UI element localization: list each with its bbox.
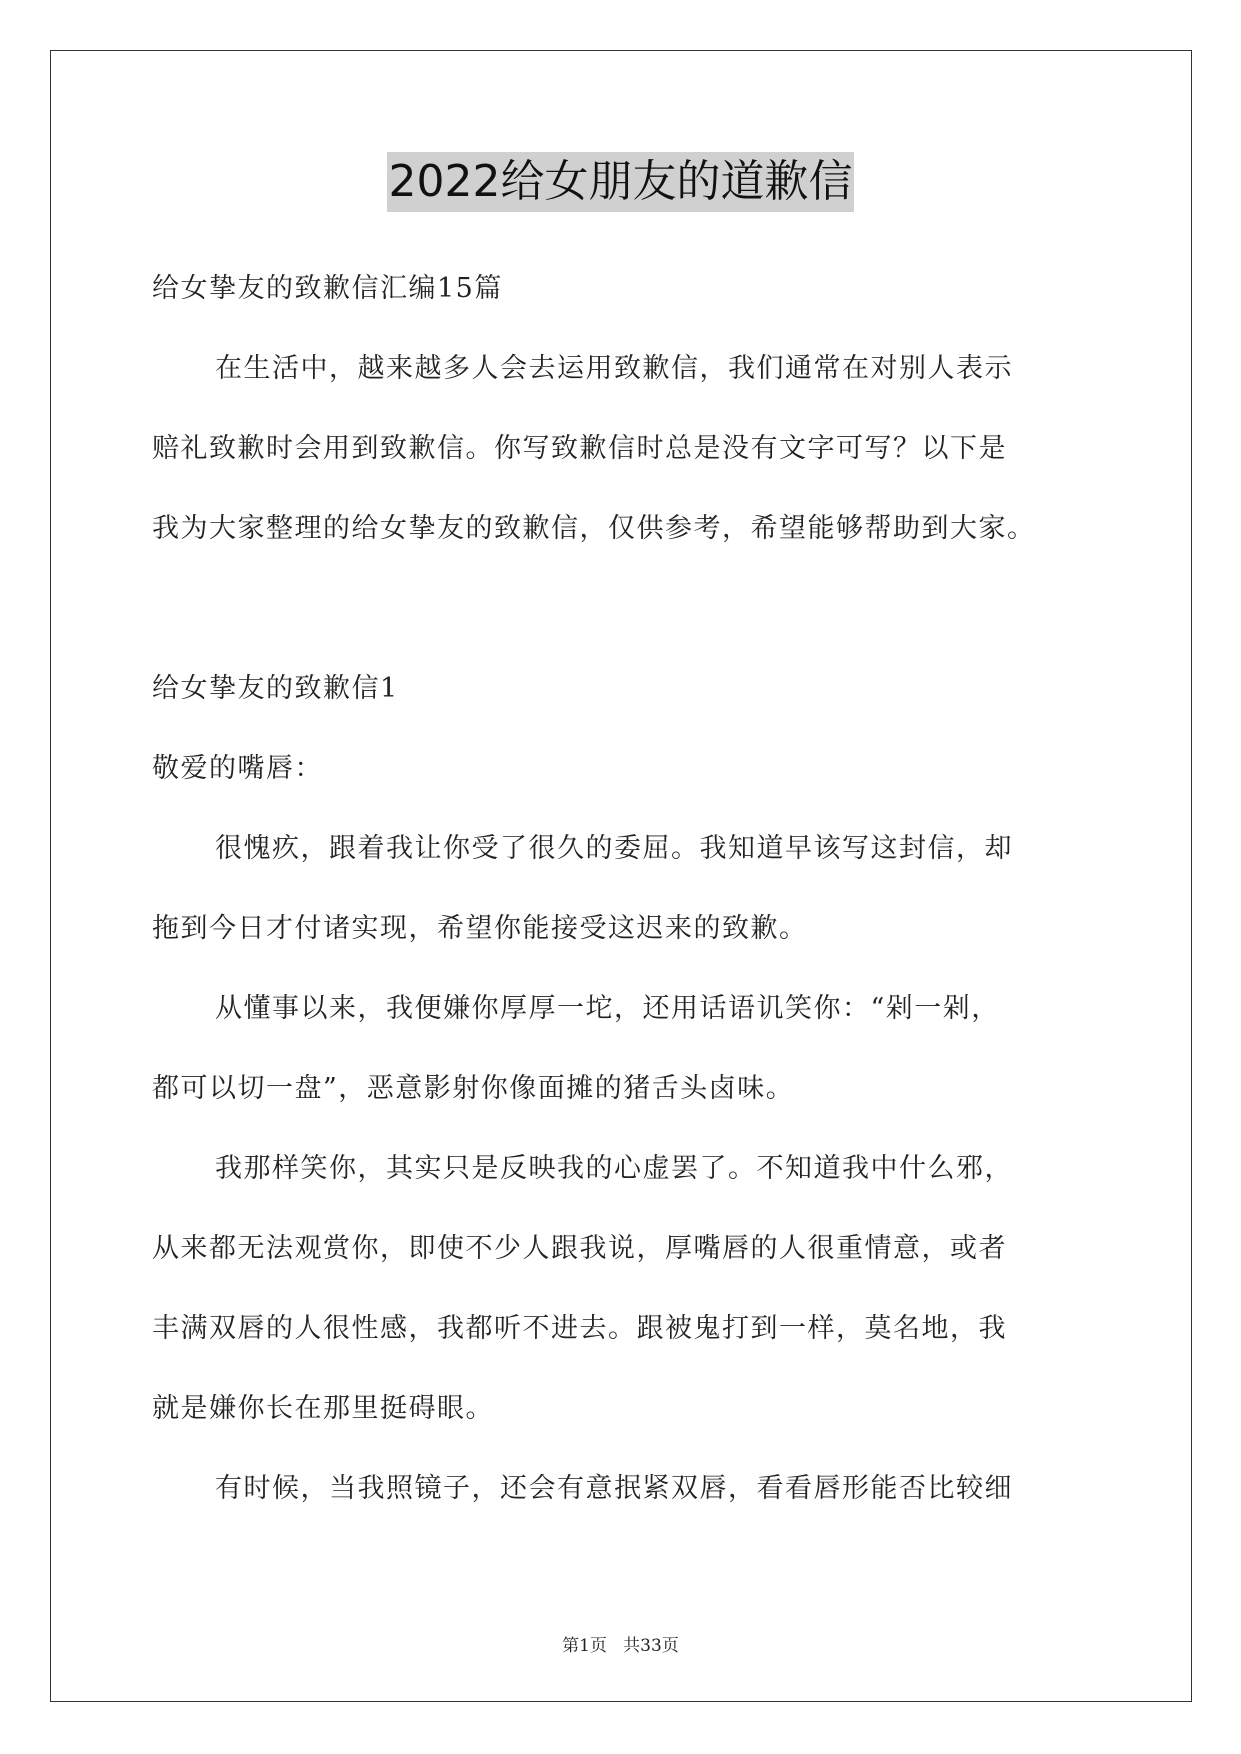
- subtitle: 给女挚友的致歉信汇编15篇: [152, 273, 503, 304]
- paragraph-1-line-2: 拖到今日才付诸实现，希望你能接受这迟来的致歉。: [152, 913, 808, 944]
- intro-line-2: 赔礼致歉时会用到致歉信。你写致歉信时总是没有文字可写？以下是: [152, 433, 1007, 464]
- intro-line-3: 我为大家整理的给女挚友的致歉信，仅供参考，希望能够帮助到大家。: [152, 513, 1036, 544]
- salutation: 敬爱的嘴唇：: [152, 753, 323, 784]
- document-title: 2022给女朋友的道歉信: [387, 152, 855, 212]
- paragraph-3-line-4: 就是嫌你长在那里挺碍眼。: [152, 1393, 494, 1424]
- paragraph-1-line-1: 很愧疚，跟着我让你受了很久的委屈。我知道早该写这封信，却: [215, 833, 1013, 864]
- section-heading: 给女挚友的致歉信1: [152, 673, 399, 704]
- paragraph-3-line-2: 从来都无法观赏你，即使不少人跟我说，厚嘴唇的人很重情意，或者: [152, 1233, 1007, 1264]
- paragraph-4-line-1: 有时候，当我照镜子，还会有意抿紧双唇，看看唇形能否比较细: [215, 1473, 1013, 1504]
- intro-line-1: 在生活中，越来越多人会去运用致歉信，我们通常在对别人表示: [215, 353, 1013, 384]
- paragraph-2-line-2: 都可以切一盘”，恶意影射你像面摊的猪舌头卤味。: [152, 1073, 795, 1104]
- paragraph-3-line-1: 我那样笑你，其实只是反映我的心虚罢了。不知道我中什么邪，: [215, 1153, 1013, 1184]
- page-number-footer: 第1页 共33页: [562, 1636, 679, 1656]
- paragraph-2-line-1: 从懂事以来，我便嫌你厚厚一坨，还用话语讥笑你：“剁一剁，: [215, 993, 1000, 1024]
- title-container: [0, 152, 1241, 212]
- paragraph-3-line-3: 丰满双唇的人很性感，我都听不进去。跟被鬼打到一样，莫名地，我: [152, 1313, 1007, 1344]
